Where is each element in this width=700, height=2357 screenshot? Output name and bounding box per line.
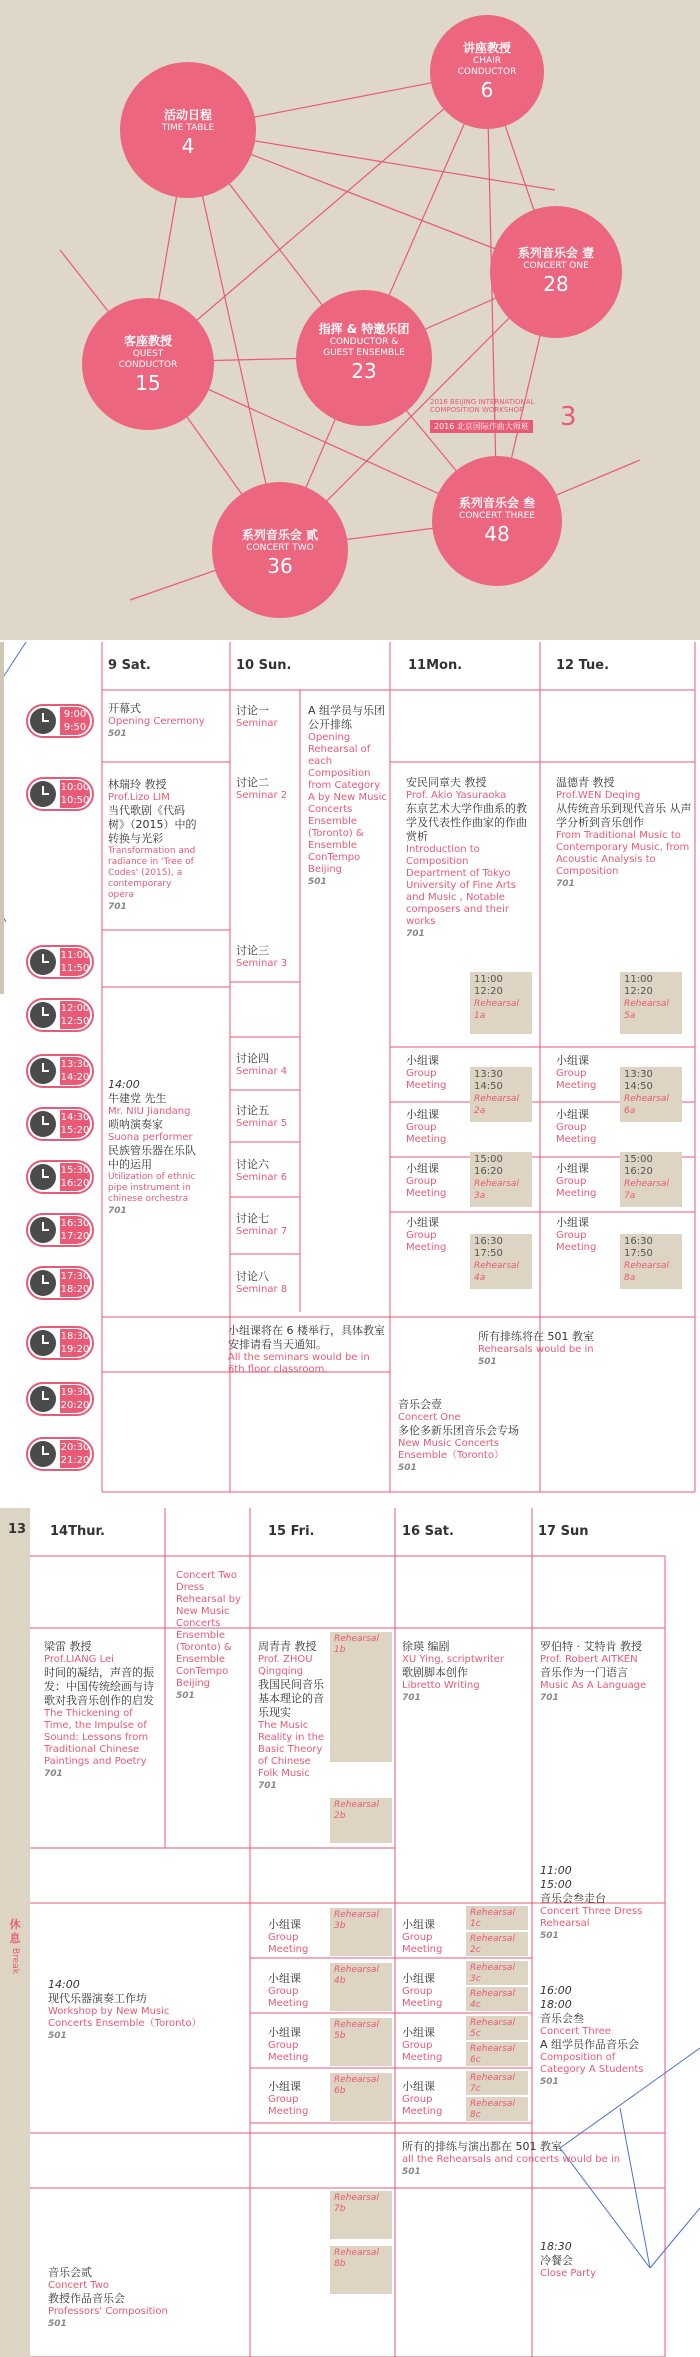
- tue-group-1: 小组课 Group Meeting: [556, 1054, 597, 1091]
- rehearsal-8a: 16:30 17:50 Rehearsal 8a: [620, 1234, 682, 1289]
- sun-open-rehearsal: A 组学员与乐团公开排练 Opening Rehearsal of each Composition from Category A by New Music Concerts Ensemble (Toronto) & Ensemble ConTempo Beijing 501: [308, 704, 387, 887]
- seminar-4: 讨论四 Seminar 4: [236, 1052, 288, 1077]
- rehearsal-3b: Rehearsal 3b: [330, 1908, 392, 1956]
- circle-concert-three: [432, 456, 562, 586]
- clock-icon: [30, 1330, 56, 1356]
- sat-lecture-xu: 徐瑛 编剧 XU Ying, scriptwriter 歌剧脚本创作 Libretto Writing 701: [402, 1640, 505, 1703]
- rehearsal-2b: Rehearsal 2b: [330, 1798, 392, 1843]
- tue-lecture: 温德青 教授 Prof.WEN Deqing 从传统音乐到现代音乐 从声学分析到音乐创作 From Traditional Music to Contemporary Music, from Acoustic Analysis to Composition 701: [556, 776, 692, 889]
- time-slot: 12:00 12:50: [26, 998, 94, 1032]
- workshop-line2: COMPOSITION WORKSHOP: [430, 406, 524, 414]
- header-11-mon: 11Mon.: [408, 658, 463, 673]
- clock-icon: [30, 1386, 56, 1412]
- circle-num: 15: [135, 371, 161, 395]
- circle-sub: CHAIR: [472, 56, 502, 66]
- rehearsal-3c: Rehearsal 3c: [466, 1961, 528, 1985]
- circle-sub: QUEST: [132, 349, 164, 359]
- infographic: [0, 0, 700, 640]
- sat-group-1: 小组课 Group Meeting: [402, 1918, 443, 1955]
- rehearsal-5c: Rehearsal 5c: [466, 2016, 528, 2040]
- circle-sub: CONDUCTOR: [118, 360, 178, 370]
- circle-label: 讲座教授: [462, 41, 511, 55]
- fri-group-4: 小组课 Group Meeting: [268, 2080, 309, 2117]
- circle-num: 48: [484, 522, 510, 546]
- time-slot: 16:30 17:20: [26, 1213, 94, 1247]
- mon-group-1: 小组课 Group Meeting: [406, 1054, 447, 1091]
- rehearsal-1c: Rehearsal 1c: [466, 1906, 528, 1930]
- circle-sub: CONCERT ONE: [523, 261, 589, 271]
- rehearsal-7a: 15:00 16:20 Rehearsal 7a: [620, 1152, 682, 1207]
- circle-num: 28: [543, 272, 569, 296]
- fri-group-2: 小组课 Group Meeting: [268, 1972, 309, 2009]
- time-slot: 18:30 19:20: [26, 1326, 94, 1360]
- circle-label: 活动日程: [163, 108, 212, 122]
- circle-sub: CONDUCTOR: [457, 67, 517, 77]
- header-16-sat: 16 Sat.: [402, 1524, 454, 1539]
- circle-num: 36: [267, 554, 293, 578]
- circle-num: 23: [351, 359, 377, 383]
- thu-dress-rehearsal: Concert Two Dress Rehearsal by New Music Concerts Ensemble (Toronto) & Ensemble ConTempo Beijing 501: [176, 1570, 241, 1701]
- seminar-5: 讨论五 Seminar 5: [236, 1104, 288, 1129]
- sun-lecture-aitken: 罗伯特 · 艾特肯 教授 Prof. Robert AITKEN 音乐作为一门语言 Music As A Language 701: [540, 1640, 647, 1703]
- header-10-sun: 10 Sun.: [236, 658, 292, 673]
- seminar-6: 讨论六 Seminar 6: [236, 1158, 288, 1183]
- clock-icon: [30, 1058, 56, 1084]
- rehearsal-1a: 11:00 12:20 Rehearsal 1a: [470, 972, 532, 1034]
- time-slot: 20:30 21:20: [26, 1437, 94, 1471]
- week1-schedule: [0, 642, 700, 1496]
- week2-week-num: 13: [8, 1522, 27, 1537]
- header-15-fri: 15 Fri.: [268, 1524, 315, 1539]
- time-slot: 14:30 15:20: [26, 1107, 94, 1141]
- circle-label: 系列音乐会 贰: [241, 528, 319, 542]
- note-all-501: 所有的排练与演出都在 501 教室 all the Rehearsals and concerts would be in 501: [402, 2140, 621, 2177]
- fri-lecture-zhou: 周青青 教授 Prof. ZHOU Qingqing 我国民间音乐基本理论的音乐现实 The Music Reality in the Basic Theory of Chinese Folk Music 701: [258, 1640, 325, 1791]
- seminar-3: 讨论三 Seminar 3: [236, 944, 288, 969]
- circle-sub: GUEST ENSEMBLE: [323, 348, 405, 358]
- time-slot: 19:30 20:20: [26, 1382, 94, 1416]
- mon-lecture: 安民同章夫 教授 Prof. Akio Yasuraoka 东京艺术大学作曲系的教学及代表性作曲家的作曲赏析 Introduction to Composition Department of Tokyo University of Fine Arts and Music , Notable composers and their works 701: [406, 776, 527, 939]
- rehearsal-3a: 15:00 16:20 Rehearsal 3a: [470, 1152, 532, 1207]
- break-label: 休息 Break: [9, 1918, 21, 1974]
- rehearsal-4c: Rehearsal 4c: [466, 1987, 528, 2011]
- seminar-2: 讨论二 Seminar 2: [236, 776, 288, 801]
- seminar-8: 讨论八 Seminar 8: [236, 1270, 288, 1295]
- time-slot: 11:00 11:50: [26, 945, 94, 979]
- sun-concert-three: 16:00 18:00 音乐会叁 Concert Three A 组学员作品音乐会 Composition of Category A Students 501: [540, 1984, 644, 2087]
- time-slot: 17:30 18:20: [26, 1266, 94, 1300]
- rehearsal-5b: Rehearsal 5b: [330, 2018, 392, 2066]
- clock-icon: [30, 1002, 56, 1028]
- rehearsal-2a: 13:30 14:50 Rehearsal 2a: [470, 1067, 532, 1122]
- mon-group-4: 小组课 Group Meeting: [406, 1216, 447, 1253]
- circle-label: 系列音乐会 壹: [517, 246, 595, 260]
- header-14-thur: 14Thur.: [50, 1524, 105, 1539]
- clock-icon: [30, 708, 56, 734]
- clock-icon: [30, 1270, 56, 1296]
- note-rehearsal-room: 所有排练将在 501 教室 Rehearsals would be in 501: [478, 1330, 594, 1367]
- sat-opening: 开幕式 Opening Ceremony 501: [108, 702, 205, 739]
- rehearsal-1b: Rehearsal 1b: [330, 1632, 392, 1762]
- circle-num: 4: [181, 134, 195, 158]
- time-slot: 13:30 14:20: [26, 1054, 94, 1088]
- circle-concert-two: [212, 482, 348, 618]
- rehearsal-5a: 11:00 12:20 Rehearsal 5a: [620, 972, 682, 1034]
- sat-group-2: 小组课 Group Meeting: [402, 1972, 443, 2009]
- fri-group-3: 小组课 Group Meeting: [268, 2026, 309, 2063]
- circle-timetable: [120, 62, 256, 198]
- clock-icon: [30, 949, 56, 975]
- time-slot: 9:00 9:50: [26, 704, 94, 738]
- clock-icon: [30, 1441, 56, 1467]
- sun-close-party: 18:30 冷餐会 Close Party: [540, 2240, 597, 2279]
- circle-guest: [82, 298, 214, 430]
- header-9-sat: 9 Sat.: [108, 658, 151, 673]
- rehearsal-8b: Rehearsal 8b: [330, 2246, 392, 2294]
- sat-group-4: 小组课 Group Meeting: [402, 2080, 443, 2117]
- circle-concert-one: [490, 206, 622, 338]
- rehearsal-7b: Rehearsal 7b: [330, 2191, 392, 2239]
- circle-sub: CONDUCTOR &: [329, 337, 399, 347]
- sat-group-3: 小组课 Group Meeting: [402, 2026, 443, 2063]
- clock-icon: [30, 1217, 56, 1243]
- thu-lecture-liang: 梁雷 教授 Prof.LIANG Lei 时间的凝结，声音的振发：中国传统绘画与诗歌对我音乐创作的启发 The Thickening of Time, the Impulse of Sound: Lessons from Traditional Chinese Paintings and Poetry 701: [44, 1640, 154, 1779]
- week2-schedule: [0, 1508, 700, 2357]
- rehearsal-4a: 16:30 17:50 Rehearsal 4a: [470, 1234, 532, 1289]
- clock-icon: [30, 1164, 56, 1190]
- week1-side-stripe: [0, 642, 4, 994]
- thu-concert-two: 音乐会贰 Concert Two 教授作品音乐会 Professors' Composition 501: [48, 2266, 168, 2329]
- circle-chair: [430, 15, 544, 129]
- seminar-7: 讨论七 Seminar 7: [236, 1212, 288, 1237]
- rehearsal-6b: Rehearsal 6b: [330, 2073, 392, 2121]
- circle-label: 指挥 & 特邀乐团: [318, 322, 410, 336]
- rehearsal-8c: Rehearsal 8c: [466, 2097, 528, 2121]
- mon-group-3: 小组课 Group Meeting: [406, 1162, 447, 1199]
- circle-num: 6: [480, 78, 494, 102]
- thu-workshop: 14:00 现代乐器演奏工作坊 Workshop by New Music Concerts Ensemble（Toronto） 501: [48, 1978, 202, 2041]
- mon-group-2: 小组课 Group Meeting: [406, 1108, 447, 1145]
- rehearsal-7c: Rehearsal 7c: [466, 2071, 528, 2095]
- circle-label: 系列音乐会 叁: [458, 496, 536, 510]
- workshop-line1: 2016 BEIJING INTERNATIONAL: [430, 398, 535, 406]
- time-slot: 15:30 16:20: [26, 1160, 94, 1194]
- fri-group-1: 小组课 Group Meeting: [268, 1918, 309, 1955]
- sat-lecture-niu: 14:00 牛建党 先生 Mr. NIU Jiandang 唢呐演奏家 Suona performer 民族管乐器在乐队中的运用 Utilization of ethnic pipe instrument in chinese orchestra 701: [108, 1078, 196, 1216]
- rehearsal-4b: Rehearsal 4b: [330, 1963, 392, 2011]
- seminar-1: 讨论一 Seminar: [236, 704, 278, 729]
- time-slot: 10:00 10:50: [26, 777, 94, 811]
- rehearsal-2c: Rehearsal 2c: [466, 1932, 528, 1956]
- circle-sub: CONCERT TWO: [246, 543, 314, 553]
- concert-one: 音乐会壹 Concert One 多伦多新乐团音乐会专场 New Music Concerts Ensemble（Toronto） 501: [398, 1398, 519, 1473]
- header-17-sun: 17 Sun: [538, 1524, 589, 1539]
- tue-group-4: 小组课 Group Meeting: [556, 1216, 597, 1253]
- clock-icon: [30, 781, 56, 807]
- sun-dress-rehearsal-three: 11:00 15:00 音乐会叁走台 Concert Three Dress Rehearsal 501: [540, 1864, 643, 1941]
- circle-label: 客座教授: [123, 334, 172, 348]
- workshop-num: 3: [560, 402, 577, 432]
- circle-sub: TIME TABLE: [161, 123, 215, 133]
- tue-group-2: 小组课 Group Meeting: [556, 1108, 597, 1145]
- rehearsal-6a: 13:30 14:50 Rehearsal 6a: [620, 1067, 682, 1122]
- sat-lecture-lin: 林瑞玲 教授 Prof.Lizo LIM 当代歌剧《代码树》（2015）中的转换与光彩 Transformation and radiance in 'Tree of Codes' (2015), a contemporary opera 701: [108, 778, 197, 912]
- clock-icon: [30, 1111, 56, 1137]
- workshop-line3: 2016 北京国际作曲大师班: [430, 420, 533, 433]
- circle-conductor: [296, 290, 432, 426]
- circle-sub: CONCERT THREE: [459, 511, 535, 521]
- tue-group-3: 小组课 Group Meeting: [556, 1162, 597, 1199]
- rehearsal-6c: Rehearsal 6c: [466, 2042, 528, 2066]
- header-12-tue: 12 Tue.: [556, 658, 610, 673]
- note-classroom: 小组课将在 6 楼举行，具体教室安排请看当天通知。 All the seminars would be in 6th floor classroom.: [228, 1324, 385, 1375]
